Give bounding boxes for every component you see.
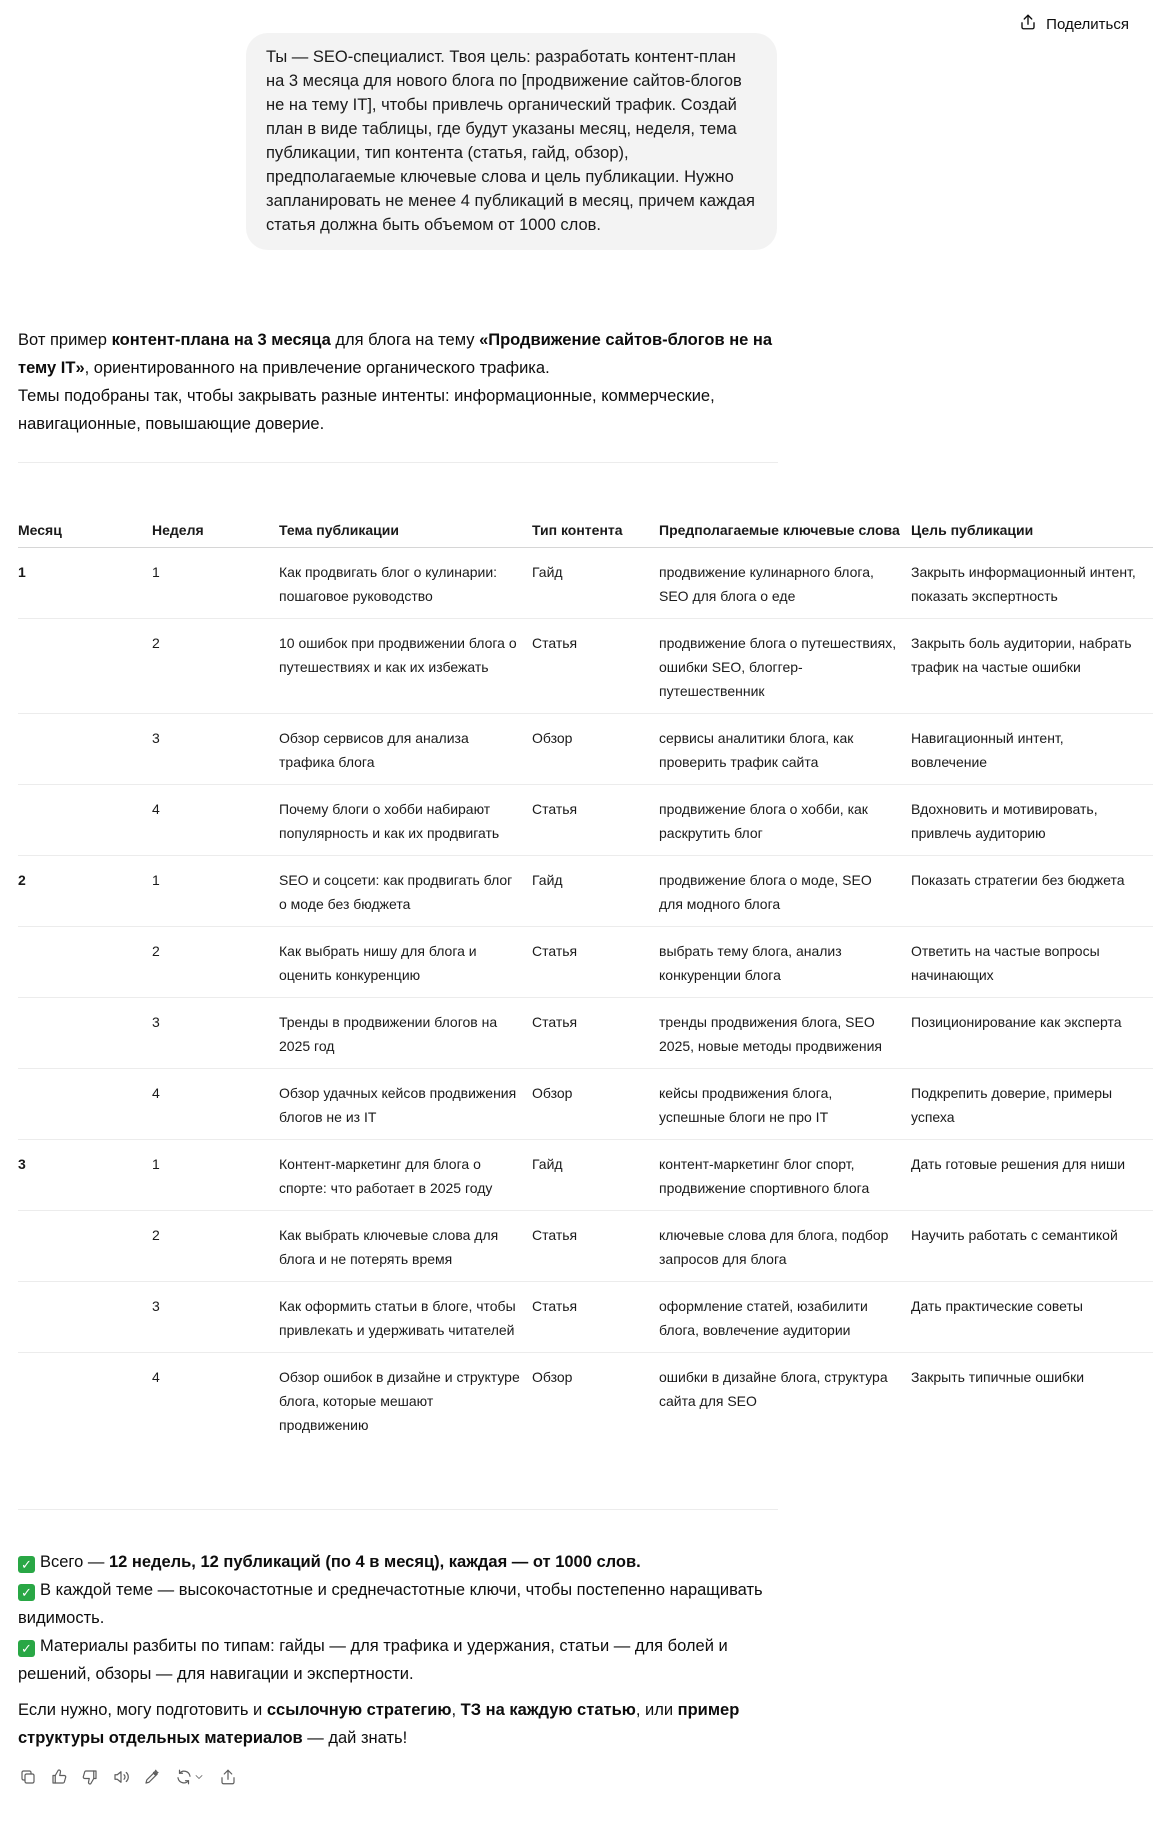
column-header: Цель публикации bbox=[911, 522, 1153, 548]
answer-summary bbox=[18, 1548, 778, 1752]
closing-bold: ТЗ на каждую статью bbox=[460, 1701, 636, 1719]
copy-icon[interactable] bbox=[18, 1767, 38, 1787]
table-cell: 1 bbox=[152, 1140, 279, 1211]
column-header: Тип контента bbox=[532, 522, 659, 548]
table-cell bbox=[18, 1211, 152, 1282]
summary-line bbox=[18, 1576, 778, 1632]
table-cell: Закрыть типичные ошибки bbox=[911, 1369, 1085, 1385]
check-icon: ✓ bbox=[18, 1556, 35, 1573]
table-row bbox=[18, 856, 1153, 927]
table-cell: Статья bbox=[532, 619, 659, 714]
closing-line bbox=[18, 1696, 778, 1752]
column-header: Месяц bbox=[18, 522, 152, 548]
table-cell: 3 bbox=[152, 1282, 279, 1353]
table-cell: продвижение блога о хобби, как раскрутить блог bbox=[659, 785, 911, 856]
table-row bbox=[18, 619, 1153, 714]
table-row bbox=[18, 998, 1153, 1069]
summary-line bbox=[18, 1632, 778, 1688]
thumbs-down-icon[interactable] bbox=[80, 1767, 100, 1787]
answer-intro bbox=[18, 326, 778, 438]
table-cell: Дать практические советы bbox=[911, 1282, 1153, 1353]
closing-text: Если нужно, могу подготовить и bbox=[18, 1701, 267, 1719]
table-cell bbox=[18, 927, 152, 998]
table-cell: сервисы аналитики блога, как проверить трафик сайта bbox=[659, 714, 911, 785]
closing-text: — дай знать! bbox=[302, 1729, 408, 1747]
intro-bold-2: «Продвижение сайтов-блогов не на тему IT» bbox=[18, 331, 773, 377]
assistant-answer bbox=[18, 326, 778, 463]
table-cell: 2 bbox=[152, 1211, 279, 1282]
table-header-row bbox=[18, 522, 1153, 548]
table-cell: продвижение кулинарного блога, SEO для блога о еде bbox=[659, 548, 911, 619]
table-cell: 1 bbox=[18, 548, 152, 619]
share-icon bbox=[1019, 13, 1037, 35]
table-row bbox=[18, 548, 1153, 619]
closing-bold: ссылочную стратегию bbox=[266, 1701, 452, 1719]
table-cell: Гайд bbox=[532, 548, 659, 619]
table-cell: Почему блоги о хобби набирают популярность и как их продвигать bbox=[279, 785, 532, 856]
table-cell: Обзор удачных кейсов продвижения блогов не из IT bbox=[279, 1069, 532, 1140]
table-cell: Как выбрать нишу для блога и оценить конкуренцию bbox=[279, 927, 532, 998]
check-icon: ✓ bbox=[18, 1640, 35, 1657]
table-cell: Как оформить статьи в блоге, чтобы привлекать и удерживать читателей bbox=[279, 1282, 532, 1353]
table-cell: 2 bbox=[152, 619, 279, 714]
table-cell: Статья bbox=[532, 785, 659, 856]
table-cell: 4 bbox=[152, 1069, 279, 1140]
table-row bbox=[18, 1211, 1153, 1282]
intro-text-1: Вот пример bbox=[18, 331, 112, 349]
table-cell: ошибки в дизайне блога, структура сайта для SEO bbox=[659, 1369, 888, 1409]
table-cell: кейсы продвижения блога, успешные блоги не про IT bbox=[659, 1069, 911, 1140]
thumbs-up-icon[interactable] bbox=[49, 1767, 69, 1787]
table-cell: Закрыть боль аудитории, набрать трафик на частые ошибки bbox=[911, 619, 1153, 714]
table-cell: Тренды в продвижении блогов на 2025 год bbox=[279, 998, 532, 1069]
table-cell: Статья bbox=[532, 1282, 659, 1353]
table-cell: ключевые слова для блога, подбор запросов для блога bbox=[659, 1211, 911, 1282]
table-cell: 10 ошибок при продвижении блога о путешествиях и как их избежать bbox=[279, 619, 532, 714]
table-cell: 4 bbox=[152, 1369, 160, 1385]
table-row bbox=[18, 1353, 1153, 1448]
table-cell: Гайд bbox=[532, 1140, 659, 1211]
table-cell: Обзор bbox=[532, 714, 659, 785]
summary-text: Материалы разбиты по типам: гайды — для трафика и удержания, статьи — для болей и решений, обзоры — для навигации и экспертности. bbox=[18, 1637, 728, 1683]
closing-bold: пример структуры отдельных материалов bbox=[18, 1701, 740, 1747]
table-row bbox=[18, 927, 1153, 998]
table-cell: 2 bbox=[152, 927, 279, 998]
table-cell: продвижение блога о путешествиях, ошибки SEO, блоггер-путешественник bbox=[659, 619, 911, 714]
table-cell: выбрать тему блога, анализ конкуренции блога bbox=[659, 927, 911, 998]
summary-text: В каждой теме — высокочастотные и среднечастотные ключи, чтобы постепенно наращивать видимость. bbox=[18, 1581, 763, 1627]
table-cell: оформление статей, юзабилити блога, вовлечение аудитории bbox=[659, 1282, 911, 1353]
table-cell: 3 bbox=[152, 714, 279, 785]
table-cell: 2 bbox=[18, 856, 152, 927]
table-cell: 1 bbox=[152, 856, 279, 927]
table-cell: Научить работать с семантикой bbox=[911, 1211, 1153, 1282]
table-cell: Обзор ошибок в дизайне и структуре блога, которые мешают продвижению bbox=[279, 1369, 520, 1433]
table-cell: SEO и соцсети: как продвигать блог о моде без бюджета bbox=[279, 856, 532, 927]
table-cell: Ответить на частые вопросы начинающих bbox=[911, 927, 1153, 998]
divider bbox=[18, 462, 778, 463]
regenerate-icon[interactable] bbox=[173, 1767, 207, 1787]
table-cell: Гайд bbox=[532, 856, 659, 927]
table-cell bbox=[18, 1353, 152, 1448]
table-cell: Обзор сервисов для анализа трафика блога bbox=[279, 714, 532, 785]
intro-bold-1: контент-плана на 3 месяца bbox=[111, 331, 331, 349]
content-plan-table-container bbox=[18, 522, 1153, 1447]
table-cell: Как выбрать ключевые слова для блога и не потерять время bbox=[279, 1211, 532, 1282]
intro-text-3: , ориентированного на привлечение органического трафика. bbox=[84, 359, 550, 377]
table-cell: контент-маркетинг блог спорт, продвижение спортивного блога bbox=[659, 1140, 911, 1211]
table-cell: Контент-маркетинг для блога о спорте: что работает в 2025 году bbox=[279, 1140, 532, 1211]
table-row bbox=[18, 714, 1153, 785]
summary-bold: 12 недель, 12 публикаций (по 4 в месяц), каждая — от 1000 слов. bbox=[108, 1553, 641, 1571]
user-message: Ты — SEO-специалист. Твоя цель: разработать контент-план на 3 месяца для нового блога по [продвижение сайтов-блогов не на тему IT], чтобы привлечь органический трафик. Создай план в виде таблицы, где будут указаны месяц, неделя, тема публикации, тип контента (статья, гайд, обзор), предполагаемые ключевые слова и цель публикации. Нужно запланировать не менее 4 публикаций в месяц, причем каждая статья должна быть объемом от 1000 слов. bbox=[246, 33, 777, 250]
summary-text: Всего — bbox=[40, 1553, 109, 1571]
share-button[interactable] bbox=[1011, 9, 1137, 39]
divider bbox=[18, 1509, 778, 1510]
table-cell: Показать стратегии без бюджета bbox=[911, 856, 1153, 927]
table-cell: 4 bbox=[152, 785, 279, 856]
message-actions bbox=[18, 1767, 238, 1787]
table-cell: 1 bbox=[152, 548, 279, 619]
table-cell: Обзор bbox=[532, 1069, 659, 1140]
intro-text-4: Темы подобраны так, чтобы закрывать разные интенты: информационные, коммерческие, навигационные, повышающие доверие. bbox=[18, 387, 715, 433]
table-cell: Как продвигать блог о кулинарии: пошаговое руководство bbox=[279, 548, 532, 619]
check-icon: ✓ bbox=[18, 1584, 35, 1601]
table-cell: 3 bbox=[152, 998, 279, 1069]
table-cell bbox=[18, 998, 152, 1069]
closing-text: , или bbox=[635, 1701, 678, 1719]
table-row bbox=[18, 1140, 1153, 1211]
table-cell bbox=[18, 1069, 152, 1140]
table-cell: продвижение блога о моде, SEO для модного блога bbox=[659, 856, 911, 927]
table-cell bbox=[18, 785, 152, 856]
table-row bbox=[18, 1282, 1153, 1353]
table-cell: тренды продвижения блога, SEO 2025, новые методы продвижения bbox=[659, 998, 911, 1069]
table-cell: 3 bbox=[18, 1140, 152, 1211]
content-plan-table bbox=[18, 522, 1153, 1447]
edit-in-canvas-icon[interactable] bbox=[142, 1767, 162, 1787]
table-cell bbox=[18, 619, 152, 714]
table-cell: Дать готовые решения для ниши bbox=[911, 1140, 1153, 1211]
table-row bbox=[18, 785, 1153, 856]
table-cell bbox=[18, 1282, 152, 1353]
table-row bbox=[18, 1069, 1153, 1140]
column-header: Тема публикации bbox=[279, 522, 532, 548]
table-cell bbox=[18, 714, 152, 785]
table-cell: Навигационный интент, вовлечение bbox=[911, 714, 1153, 785]
table-cell: Статья bbox=[532, 927, 659, 998]
table-cell: Вдохновить и мотивировать, привлечь аудиторию bbox=[911, 785, 1153, 856]
table-cell: Подкрепить доверие, примеры успеха bbox=[911, 1069, 1153, 1140]
read-aloud-icon[interactable] bbox=[111, 1767, 131, 1787]
column-header: Предполагаемые ключевые слова bbox=[659, 522, 911, 548]
table-cell: Позиционирование как эксперта bbox=[911, 998, 1153, 1069]
table-cell: Статья bbox=[532, 998, 659, 1069]
share-button-label: Поделиться bbox=[1046, 15, 1129, 33]
intro-text-2: для блога на тему bbox=[330, 331, 480, 349]
summary-line bbox=[18, 1548, 778, 1576]
closing-text: , bbox=[451, 1701, 461, 1719]
table-cell: Статья bbox=[532, 1211, 659, 1282]
table-cell: Закрыть информационный интент, показать экспертность bbox=[911, 548, 1153, 619]
column-header: Неделя bbox=[152, 522, 279, 548]
share-icon[interactable] bbox=[218, 1767, 238, 1787]
table-cell: Обзор bbox=[532, 1369, 573, 1385]
